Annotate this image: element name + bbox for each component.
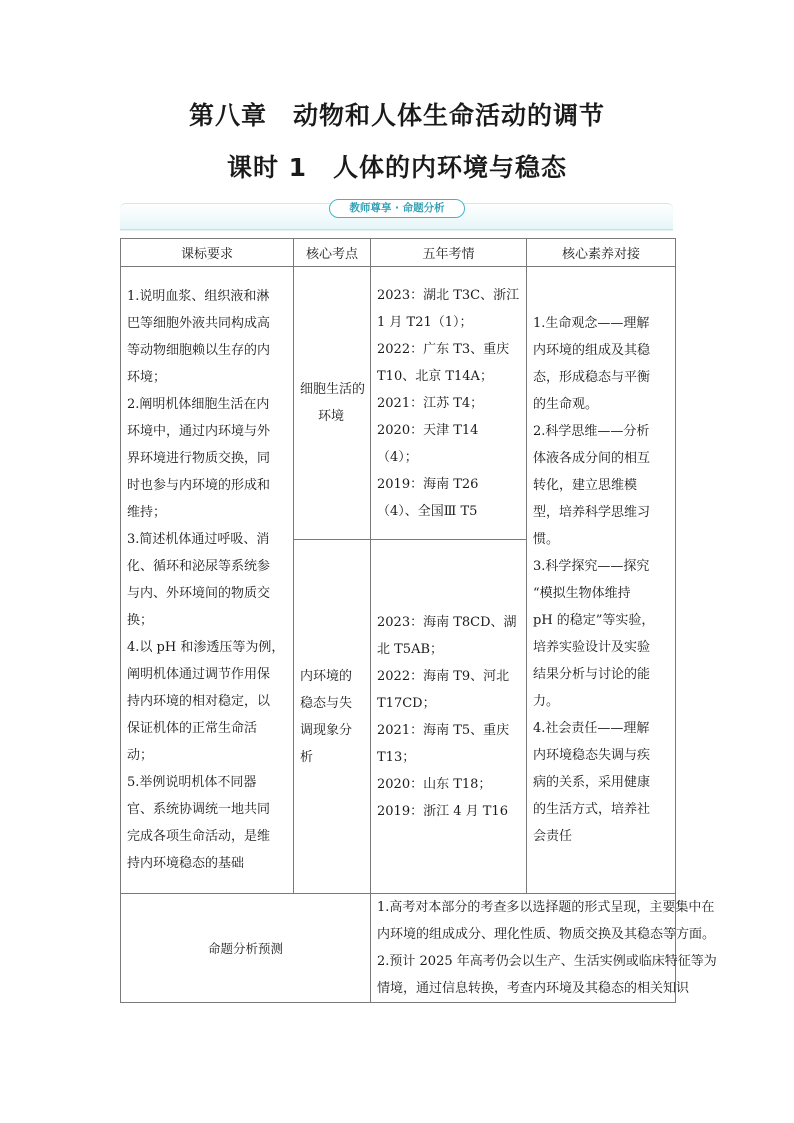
- table-header-row: [121, 239, 676, 267]
- topic-line: 稳态与失: [300, 695, 353, 711]
- prediction-line: 1.高考对本部分的考查多以选择题的形式呈现，主要集中在: [377, 900, 715, 915]
- requirement-line: 4.以 pH 和渗透压等为例，: [127, 640, 285, 655]
- exam-line: T10、北京 T14A；: [377, 368, 493, 384]
- requirement-line: 3.简述机体通过呼吸、消: [127, 532, 270, 547]
- literacy-line: 体液各成分间的相互: [533, 451, 651, 466]
- exam-line: 2022：海南 T9、河北: [377, 668, 510, 684]
- literacy-line: 病的关系，采用健康: [533, 775, 651, 790]
- literacy-cell: [527, 267, 676, 894]
- requirement-line: 环境中，通过内环境与外: [127, 424, 271, 439]
- literacy-line: 会责任: [533, 829, 573, 844]
- literacy-line: 内环境的组成及其稳: [533, 343, 651, 358]
- exam-line: 北 T5AB；: [377, 641, 444, 657]
- requirement-line: 动；: [127, 748, 154, 763]
- requirement-line: 等动物细胞赖以生存的内: [127, 343, 271, 358]
- topic-line: 细胞生活的: [300, 382, 366, 397]
- literacy-line: 4.社会责任——理解: [533, 721, 650, 736]
- requirement-line: 持内环境稳态的基础: [127, 856, 245, 871]
- requirement-line: 环境；: [127, 370, 167, 385]
- header-literacy: 核心素养对接: [527, 239, 676, 267]
- literacy-line: “模拟生物体维持: [533, 586, 631, 601]
- exam-cell-homeostasis: [371, 540, 527, 894]
- exam-line: 2021：海南 T5、重庆: [377, 722, 510, 738]
- topic-cell-homeostasis: [294, 540, 371, 894]
- teacher-analysis-badge: 教师尊享 · 命题分析: [329, 199, 465, 218]
- exam-line: （4）；: [377, 449, 418, 465]
- requirement-line: 完成各项生命活动，是维: [127, 829, 271, 844]
- prediction-row: [121, 894, 676, 1003]
- literacy-line: 3.科学探究——探究: [533, 559, 650, 574]
- topic-line: 调现象分: [300, 722, 353, 738]
- requirement-line: 官、系统协调统一地共同: [127, 802, 271, 817]
- requirement-line: 1.说明血浆、组织液和淋: [127, 289, 270, 304]
- exam-line: 2019：浙江 4 月 T16: [377, 803, 508, 819]
- exam-line: 2023：海南 T8CD、湖: [377, 614, 517, 630]
- literacy-line: 结果分析与讨论的能: [533, 667, 651, 682]
- exam-line: 2023：湖北 T3C、浙江: [377, 287, 520, 303]
- exam-line: 2021：江苏 T4；: [377, 395, 484, 411]
- header-core-topic: 核心考点: [294, 239, 371, 267]
- chapter-title: 第八章 动物和人体生命活动的调节: [188, 101, 605, 130]
- topic-line: 析: [300, 749, 314, 765]
- literacy-line: 内环境稳态失调与疾: [533, 748, 651, 763]
- prediction-line: 内环境的组成成分、理化性质、物质交换及其稳态等方面。: [377, 927, 716, 942]
- table-row: [121, 267, 676, 540]
- requirement-line: 与内、外环境间的物质交: [127, 586, 271, 601]
- literacy-line: 态，形成稳态与平衡: [533, 370, 651, 385]
- literacy-line: 力。: [533, 694, 560, 709]
- requirement-line: 阐明机体通过调节作用保: [127, 667, 271, 682]
- literacy-line: pH 的稳定”等实验，: [533, 613, 655, 628]
- prediction-cell: [371, 894, 717, 1003]
- topic-cell-environment: [294, 267, 371, 540]
- lesson-title: 课时 1 人体的内环境与稳态: [226, 153, 568, 182]
- prediction-line: 2.预计 2025 年高考仍会以生产、生活实例或临床特征等为: [377, 954, 717, 969]
- requirement-line: 时也参与内环境的形成和: [127, 478, 271, 493]
- literacy-line: 的生活方式，培养社: [533, 802, 651, 817]
- exam-line: 1 月 T21（1）；: [377, 314, 473, 330]
- analysis-table: [120, 238, 717, 1003]
- literacy-line: 培养实验设计及实验: [533, 640, 651, 655]
- requirement-line: 5.举例说明机体不同器: [127, 775, 257, 790]
- header-exam-history: 五年考情: [371, 239, 527, 267]
- requirement-line: 巴等细胞外液共同构成高: [127, 316, 271, 331]
- literacy-line: 1.生命观念——理解: [533, 316, 650, 331]
- exam-line: 2020：山东 T18；: [377, 776, 492, 792]
- requirement-line: 2.阐明机体细胞生活在内: [127, 397, 270, 412]
- requirements-cell: [121, 267, 294, 894]
- literacy-line: 惯。: [533, 532, 560, 547]
- requirement-line: 维持；: [127, 505, 167, 520]
- exam-line: T17CD；: [377, 695, 436, 711]
- prediction-label: 命题分析预测: [121, 894, 371, 1003]
- requirement-line: 保证机体的正常生命活: [127, 721, 258, 736]
- requirement-line: 界环境进行物质交换，同: [127, 451, 271, 466]
- requirement-line: 化、循环和泌尿等系统参: [127, 559, 271, 574]
- literacy-line: 的生命观。: [533, 397, 599, 412]
- header-requirements: 课标要求: [121, 239, 294, 267]
- exam-cell-environment: [371, 267, 527, 540]
- topic-line: 内环境的: [300, 668, 353, 684]
- topic-line: 环境: [317, 409, 344, 424]
- literacy-line: 转化，建立思维模: [533, 478, 638, 493]
- banner-divider: [120, 229, 673, 230]
- exam-line: 2020：天津 T14: [377, 422, 479, 438]
- requirement-line: 持内环境的相对稳定，以: [127, 694, 271, 709]
- exam-line: 2022：广东 T3、重庆: [377, 341, 510, 357]
- prediction-line: 情境，通过信息转换，考查内环境及其稳态的相关知识: [377, 981, 690, 996]
- literacy-line: 2.科学思维——分析: [533, 424, 650, 439]
- exam-line: 2019：海南 T26: [377, 476, 479, 492]
- literacy-line: 型，培养科学思维习: [533, 505, 651, 520]
- exam-line: （4）、全国Ⅲ T5: [377, 503, 478, 519]
- exam-line: T13；: [377, 749, 416, 765]
- requirement-line: 换；: [127, 613, 154, 628]
